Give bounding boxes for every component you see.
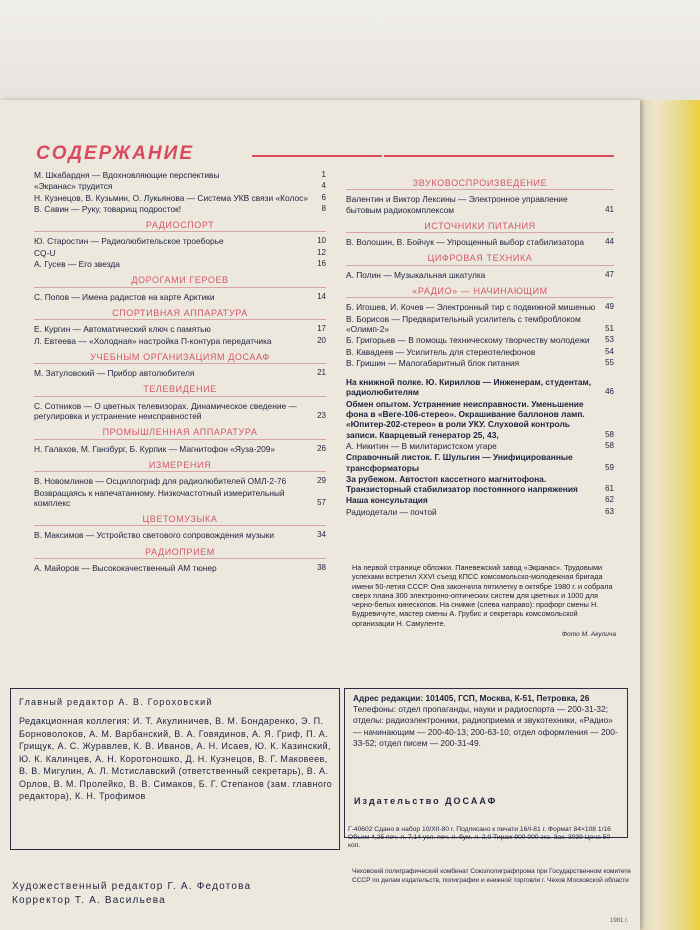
entry-text: Валентин и Виктор Лексины — Электронное управление бытовым радиокомплексом [346, 194, 568, 215]
section-heading: ИЗМЕРЕНИЯ [34, 460, 326, 472]
section-heading: ЦИФРОВАЯ ТЕХНИКА [346, 253, 614, 265]
entry-page: 12 [317, 247, 326, 257]
contents-entry [346, 302, 614, 312]
contents-entry [346, 399, 614, 440]
editorial-board: Редакционная коллегия: И. Т. Акулиничев, В. М. Бондаренко, Э. П. Борноволоков, А. М. Варбанский, В. А. Говядинов, А. Я. Гриф, П. А. Грищук, А. С. Журавлев, К. В. Иванов, А. Н. Исаев, Ю. К. Казинский, Ю. К. Калинцев, А. Н. Коротоношко, Д. Н. Кузнецов, В. Г. Маковеев, В. В. Мигулин, А. Л. Мстиславский (ответственный секретарь), В. А. Орлов, В. М. Пролейко, В. В. Симаков, Б. Г. Степанов (зам. главного редактора), К. Н. Трофимов [19, 716, 333, 801]
contents-entry [34, 368, 326, 378]
entry-page: 54 [605, 346, 614, 356]
contents-entry [346, 495, 614, 505]
entry-page: 1 [321, 170, 326, 179]
entry-text: Справочный листок. Г. Шульгин — Унифицированные трансформаторы [346, 452, 573, 473]
title-rule-right [384, 155, 614, 157]
entry-page: 41 [605, 204, 614, 214]
entry-text: Н. Кузнецов, В. Кузьмин, О. Лукьянова — Система УКВ связи «Колос» [34, 192, 308, 203]
chief-editor: Главный редактор А. В. Гороховский [19, 697, 213, 707]
section-heading: ЦВЕТОМУЗЫКА [34, 514, 326, 526]
section-heading: ТЕЛЕВИДЕНИЕ [34, 384, 326, 396]
contents-entry [34, 204, 326, 214]
contents-entry [34, 292, 326, 302]
entry-page: 23 [317, 411, 326, 421]
entry-text: Б. Григорьев — В помощь техническому творчеству молодежи [346, 335, 590, 346]
contents-entry [34, 324, 326, 334]
entry-page: 20 [317, 335, 326, 345]
contents-entry [34, 181, 326, 191]
editorial-address: Адрес редакции: 101405, ГСП, Москва, К-51, Петровка, 26 [353, 693, 590, 703]
contents-entry [346, 507, 614, 517]
contents-entry [34, 236, 326, 246]
section-heading: РАДИОСПОРТ [34, 220, 326, 232]
background-wall [0, 0, 700, 100]
entry-page: 58 [605, 440, 614, 450]
entry-text: А. Гусев — Его звезда [34, 259, 120, 270]
contents-entry [346, 452, 614, 473]
entry-page: 16 [317, 259, 326, 269]
entry-page: 26 [317, 443, 326, 453]
publisher-name: Издательство ДОСААФ [354, 796, 498, 806]
contents-entry [346, 270, 614, 280]
publisher-box [344, 790, 626, 815]
section-heading: ДОРОГАМИ ГЕРОЕВ [34, 275, 326, 287]
entry-page: 62 [605, 495, 614, 505]
entry-text: М. Затуловский — Прибор автолюбителя [34, 368, 195, 379]
entry-page: 46 [605, 387, 614, 397]
section-heading: ПРОМЫШЛЕННАЯ АППАРАТУРА [34, 427, 326, 439]
entry-page: 55 [605, 357, 614, 367]
contents-entry [34, 476, 326, 486]
entry-text: Е. Кургин — Автоматический ключ с памятью [34, 324, 211, 335]
contents-entry [346, 335, 614, 345]
entry-page: 34 [317, 530, 326, 540]
phone-list: Телефоны: отдел пропаганды, науки и радиоспорта — 200-31-32; отделы: радиоэлектроники, радиоприема и звукотехники, «Радио» — начинающим — 200-40-13; 200-63-10; отдел оформления — 200-33-52; отдел писем — 200-31-49. [353, 704, 618, 748]
entry-text: Н. Галахов, М. Ганзбург, Б. Курпик — Магнитофон «Яуза-209» [34, 443, 276, 454]
entry-text: А. Полин — Музыкальная шкатулка [346, 269, 486, 280]
section-heading: «РАДИО» — НАЧИНАЮЩИМ [346, 286, 614, 298]
printing-house: Чеховский полиграфический комбинат Союзполиграфпрома при Государственном комитете СССР по делам издательств, полиграфии и книжной торговли г. Чехов Московской области [352, 868, 631, 884]
entry-page: 47 [605, 269, 614, 279]
contents-entry [346, 314, 614, 335]
section-heading: СПОРТИВНАЯ АППАРАТУРА [34, 308, 326, 320]
contents-entry [34, 170, 326, 180]
art-editor: Художественный редактор Г. А. Федотова [12, 881, 252, 892]
proofreader: Корректор Т. А. Васильева [12, 895, 166, 906]
entry-text: Ю. Старостин — Радиолюбительское троеборье [34, 236, 224, 247]
credits [12, 880, 251, 908]
entry-text: Радиодетали — почтой [346, 506, 437, 517]
entry-text: Наша консультация [346, 495, 428, 506]
entry-page: 4 [321, 181, 326, 191]
entry-page: 17 [317, 324, 326, 334]
entry-text: В. Волошин, В. Бойчук — Упрощенный выбор стабилизатора [346, 237, 585, 248]
entry-text: А. Никитин — В милитаристском угаре [346, 440, 497, 451]
entry-text: М. Шкабардня — Вдохновляющие перспективы [34, 170, 220, 180]
entry-page: 29 [317, 476, 326, 486]
photo-credit: Фото М. Акулича [561, 630, 616, 638]
entry-page: 49 [605, 302, 614, 312]
entry-text: А. Майоров — Высококачественный АМ тюнер [34, 563, 217, 574]
entry-text: «Экранас» трудится [34, 181, 113, 192]
contents-entry [34, 488, 326, 509]
contents-entry [34, 530, 326, 540]
entry-text: Б. Игошев, И. Кочев — Электронный тир с подвижной мишенью [346, 302, 596, 313]
entry-text: На книжной полке. Ю. Кириллов — Инженерам, студентам, радиолюбителям [346, 377, 592, 398]
contents-entry [34, 444, 326, 454]
entry-text: За рубежом. Автостоп кассетного магнитофона. Транзисторный стабилизатор постоянного напряжения [346, 473, 578, 495]
footer-year: 1981 г. [610, 918, 629, 924]
entry-text: В. Новомлинов — Осциллограф для радиолюбителей ОМЛ-2-76 [34, 476, 287, 487]
entry-page: 63 [605, 506, 614, 516]
entry-page: 51 [605, 323, 614, 333]
contents-entry [346, 194, 614, 215]
contents-entry [34, 248, 326, 258]
address-box [344, 688, 628, 838]
contents-entry [34, 401, 326, 422]
contents-entry [346, 377, 614, 398]
entry-page: 14 [317, 291, 326, 301]
entry-page: 59 [605, 462, 614, 472]
contents-entry [346, 358, 614, 368]
contents-entry [34, 336, 326, 346]
entry-page: 53 [605, 335, 614, 345]
entry-page: 44 [605, 237, 614, 247]
contents-title: СОДЕРЖАНИЕ [36, 143, 194, 164]
magazine-cover-edge [636, 100, 700, 930]
entry-text: Обмен опытом. Устранение неисправности. Уменьшение фона в «Веге-106-стерео». Окрашивание баллонов ламп. «Юпитер-202-стерео» в роли УКУ. Слуховой контроль записи. Кварцевый генератор 25, 43, [346, 398, 585, 440]
entry-text: Возвращаясь к напечатанному. Низкочастотный измерительный комплекс [34, 487, 285, 508]
entry-text: В. Савин — Руку, товарищ подросток! [34, 203, 182, 214]
entry-page: 8 [321, 203, 326, 213]
section-heading: ИСТОЧНИКИ ПИТАНИЯ [346, 221, 614, 233]
section-heading: РАДИОПРИЕМ [34, 547, 326, 559]
entry-page: 38 [317, 563, 326, 573]
entry-page: 61 [605, 484, 614, 494]
editorial-box [10, 688, 340, 850]
section-spacer [346, 369, 614, 377]
cover-caption [352, 563, 616, 638]
address-block [353, 693, 621, 749]
contents-entry [346, 474, 614, 495]
entry-text: В. Гришин — Малогабаритный блок питания [346, 357, 520, 368]
entry-text: Л. Евтеева — «Холодная» настройка П-контура передатчика [34, 335, 272, 346]
entry-text: С. Попов — Имена радистов на карте Арктики [34, 291, 215, 302]
entry-text: В. Борисов — Предварительный усилитель с темброблоком «Олимп-2» [346, 313, 581, 334]
title-underline [252, 155, 382, 157]
entry-text: В. Максимов — Устройство светового сопровождения музыки [34, 530, 275, 541]
contents-left-column [34, 170, 326, 574]
entry-page: 21 [317, 368, 326, 378]
entry-page: 58 [605, 429, 614, 439]
contents-entry [34, 563, 326, 573]
entry-page: 57 [317, 497, 326, 507]
entry-text: С. Сотников — О цветных телевизорах. Динамическое сведение — регулировка и устранение неисправностей [34, 400, 297, 422]
entry-text: В. Кавадеев — Усилитель для стереотелефонов [346, 346, 536, 357]
entry-text: CQ-U [34, 247, 56, 258]
entry-page: 6 [321, 192, 326, 202]
section-heading: ЗВУКОВОСПРОИЗВЕДЕНИЕ [346, 178, 614, 190]
contents-entry [346, 347, 614, 357]
cover-caption-text: На первой странице обложки. Паневежский завод «Экранас». Трудовыми успехами встретил XXVI съезд КПСС комсомольско-молодежная бригада имени 50-летия СССР. Она закончила пятилетку в октябре 1980 г. и собрала сверх плана 300 электронно-оптических систем для цветных и 1000 для черно-белых кинескопов. На снимке (слева направо): профорг смены Н. Будревичуте, мастер смены А. Грубис и секретарь комсомольской организации Н. Самуленте. [352, 563, 613, 628]
entry-page: 10 [317, 236, 326, 246]
section-heading: УЧЕБНЫМ ОРГАНИЗАЦИЯМ ДОСААФ [34, 352, 326, 364]
contents-entry [346, 441, 614, 451]
contents-entry [34, 193, 326, 203]
contents-entry [346, 237, 614, 247]
contents-right-column [346, 172, 614, 518]
contents-entry [34, 259, 326, 269]
print-info: Г-40602 Сдано в набор 10/XII-80 г. Подписано к печати 16/I-81 г. Формат 84×108 1/16 Объем 4,25 печ. л. 7,14 усл. печ. л. бум. л. 2,0 Тираж 900 000 экз. Зак. 3039 Цена 50 коп. [348, 826, 611, 850]
